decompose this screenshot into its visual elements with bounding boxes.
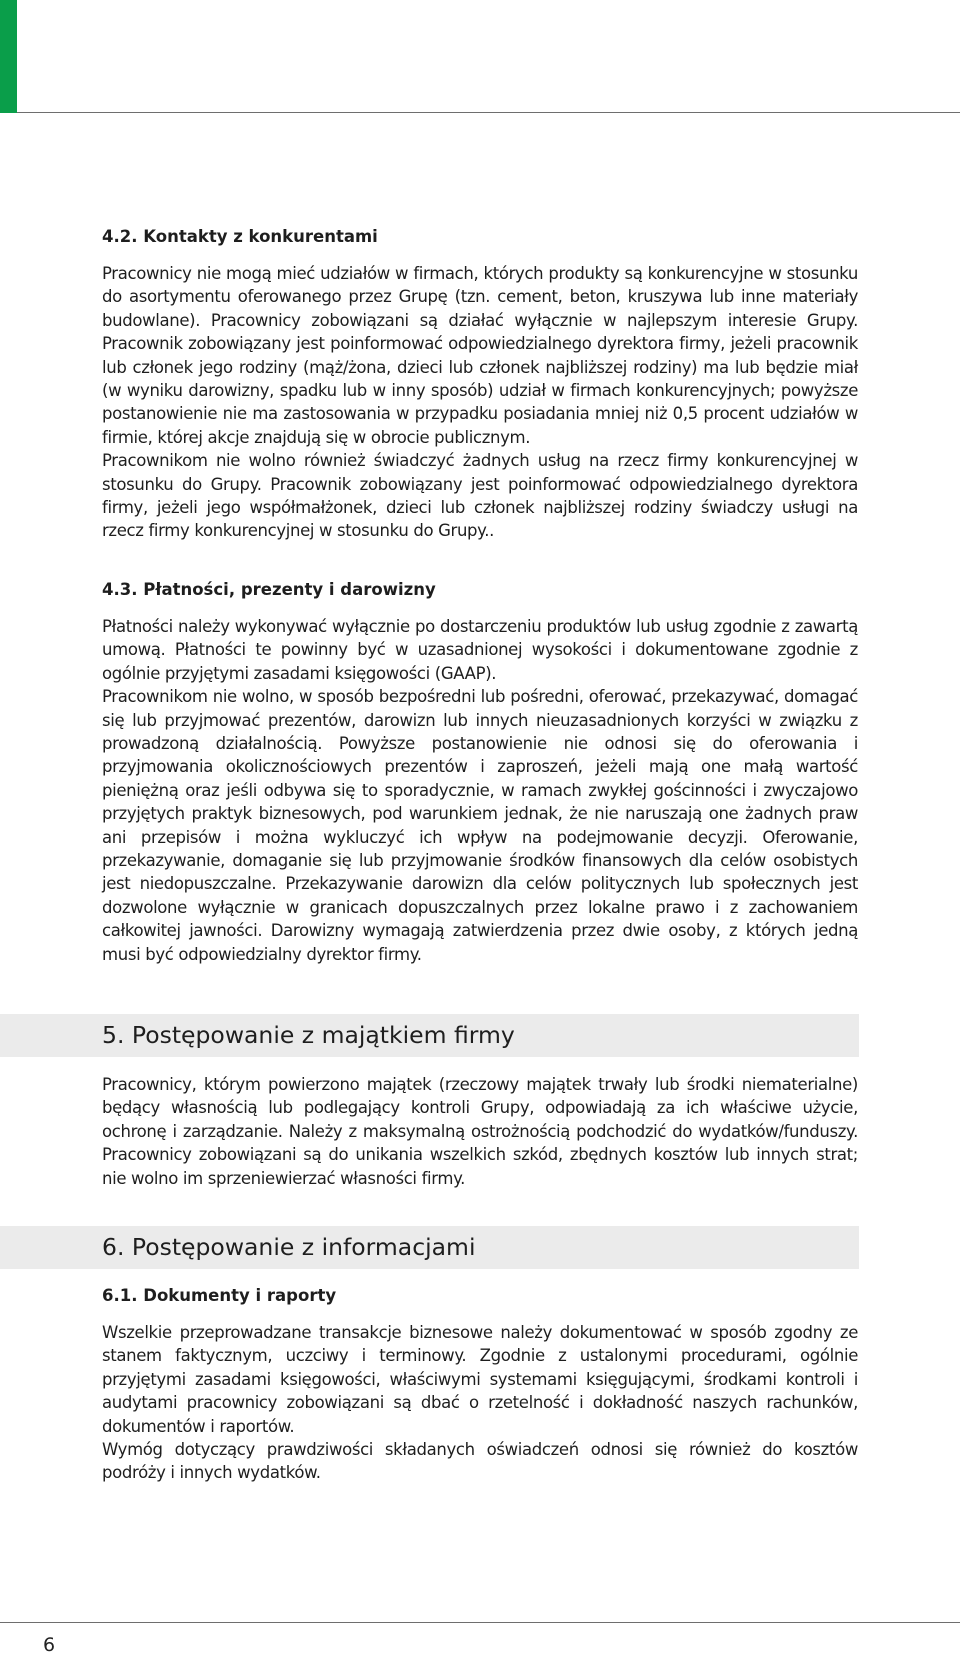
footer-rule [0, 1622, 960, 1623]
section-5 [102, 1073, 858, 1190]
paragraph-4-2-a: Pracownicy nie mogą mieć udziałów w firmach, których produkty są konkurencyjne w stosunku do asortymentu oferowanego przez Grupę (tzn. cement, beton, kruszywa lub inne materiały budowlane). Pracownicy zobowiązani są działać wyłącznie w najlepszym interesie Grupy. Pracownik zobowiązany jest poinformować odpowiedzialnego dyrektora firmy, jeżeli pracownik lub członek jego rodziny (mąż/żona, dzieci lub członek najbliższej rodziny) ma lub będzie miał (w wyniku darowizny, spadku lub w inny sposób) udział w firmach konkurencyjnych; powyższe postanowienie nie ma zastosowania w przypadku posiadania mniej niż 0,5 procent udziałów w firmie, której akcje znajdują się w obrocie publicznym. [102, 264, 858, 447]
green-corner-tab [0, 0, 17, 113]
paragraph-5: Pracownicy, którym powierzono majątek (rzeczowy majątek trwały lub środki niematerialne) będący własnością lub podlegający kontroli Grupy, odpowiadają za ich właściwe użycie, ochronę i zarządzanie. Należy z maksymalną ostrożnością podchodzić do wydatków/funduszy. Pracownicy zobowiązani są do unikania wszelkich szkód, zbędnych kosztów lub innych strat; nie wolno im sprzeniewierzać własności firmy. [102, 1075, 858, 1188]
paragraph-4-3-b: Pracownikom nie wolno, w sposób bezpośredni lub pośredni, oferować, przekazywać, domagać się lub przyjmować prezentów, darowizn lub innych nieuzasadnionych korzyści w związku z prowadzoną działalnością. Powyższe postanowienie nie odnosi się do oferowania i przyjmowania okolicznościowych prezentów i zaproszeń, jeżeli mają one małą wartość pieniężną oraz jeśli odbywa się to sporadycznie, w ramach zwykłej gościnności i zwyczajowo przyjętych praktyk biznesowych, pod warunkiem jednak, że nie naruszają one żadnych praw ani przepisów i można wykluczyć ich wpływ na podejmowanie decyzji. Oferowanie, przekazywanie, domaganie się lub przyjmowanie środków finansowych dla celów osobistych jest niedopuszczalne. Przekazywanie darowizn dla celów politycznych lub społecznych jest dozwolone wyłącznie w granicach dopuszczalnych przez lokalne prawo i z zachowaniem całkowitej jawności. Darowizny wymagają zatwierdzenia przez dwie osoby, z których jedną musi być odpowiedzialny dyrektor firmy. [102, 687, 858, 964]
heading-6-1: 6.1. Dokumenty i raporty [102, 1286, 337, 1305]
page-number: 6 [43, 1634, 56, 1656]
section-4-3 [102, 578, 858, 966]
heading-6: 6. Postępowanie z informacjami [102, 1233, 476, 1261]
paragraph-6-1-a: Wszelkie przeprowadzane transakcje biznesowe należy dokumentować w sposób zgodny ze stanem faktycznym, uczciwy i terminowy. Zgodnie z ustalonymi procedurami, ogólnie przyjętymi zasadami księgowości, właściwymi systemami księgującymi, środkami kontroli i audytami pracownicy zobowiązani są dbać o rzetelność i dokładność naszych rachunków, dokumentów i raportów. [102, 1323, 858, 1436]
heading-4-2: 4.2. Kontakty z konkurentami [102, 227, 378, 246]
paragraph-4-3-a: Płatności należy wykonywać wyłącznie po dostarczeniu produktów lub usług zgodnie z zawartą umową. Płatności te powinny być w uzasadnionej wysokości i dokumentowane zgodnie z ogólnie przyjętymi zasadami księgowości (GAAP). [102, 617, 858, 683]
paragraph-6-1-b: Wymóg dotyczący prawdziwości składanych oświadczeń odnosi się również do kosztów podróży i innych wydatków. [102, 1440, 858, 1483]
heading-5: 5. Postępowanie z majątkiem firmy [102, 1021, 515, 1049]
heading-4-3: 4.3. Płatności, prezenty i darowizny [102, 580, 436, 599]
paragraph-4-2-b: Pracownikom nie wolno również świadczyć żadnych usług na rzecz firmy konkurencyjnej w stosunku do Grupy. Pracownik zobowiązany jest poinformować odpowiedzialnego dyrektora firmy, jeżeli jego współmałżonek, dzieci lub członek najbliższej rodziny świadczy usługi na rzecz firmy konkurencyjnej w stosunku do Grupy.. [102, 451, 858, 541]
header-rule [17, 112, 960, 113]
section-6-1 [102, 1284, 858, 1485]
section-4-2 [102, 225, 858, 543]
